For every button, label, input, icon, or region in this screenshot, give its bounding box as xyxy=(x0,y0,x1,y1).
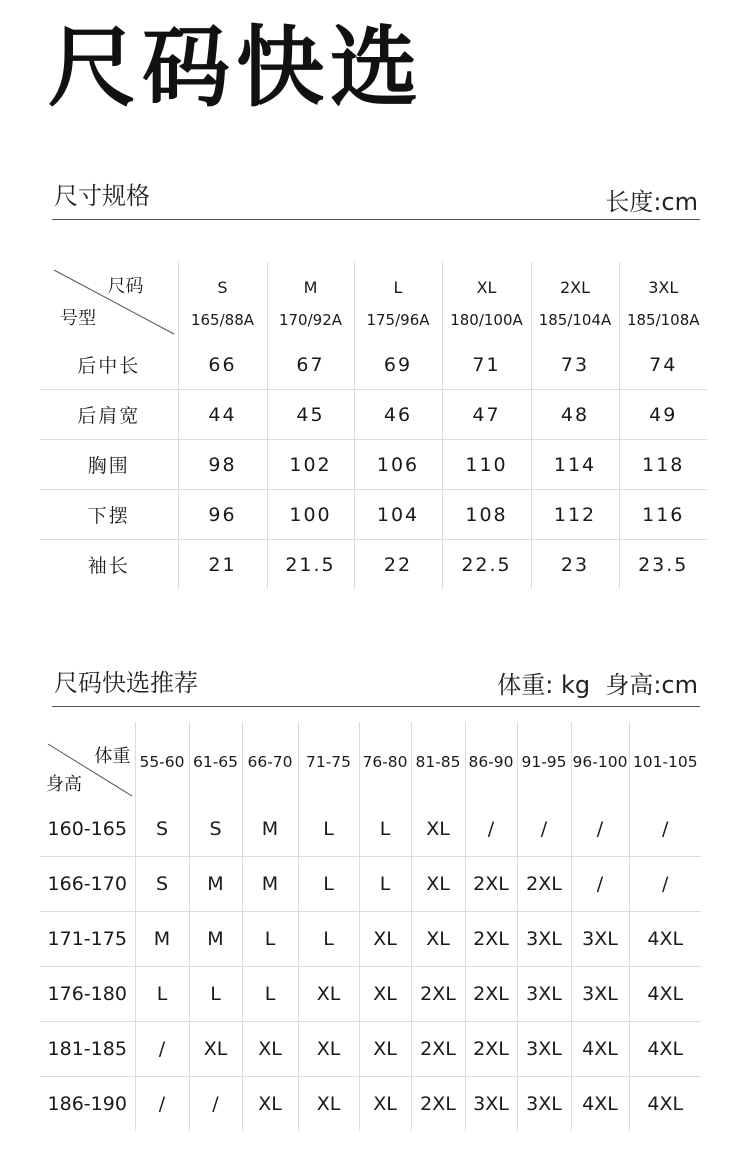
table-row xyxy=(40,1077,701,1132)
recommended-size: 3XL xyxy=(517,1022,571,1077)
height-range-label: 160-165 xyxy=(40,802,135,857)
weight-range-header: 61-65 xyxy=(189,722,242,802)
recommended-size: 3XL xyxy=(571,967,629,1022)
recommended-size: 2XL xyxy=(465,1022,517,1077)
recommended-size: 2XL xyxy=(411,1022,465,1077)
recommended-size: / xyxy=(571,857,629,912)
measure-value: 44 xyxy=(178,390,267,440)
recommended-size: XL xyxy=(359,1077,411,1132)
measure-value: 23 xyxy=(531,540,619,590)
recommended-size: S xyxy=(189,802,242,857)
measure-value: 98 xyxy=(178,440,267,490)
measure-value: 46 xyxy=(354,390,442,440)
measure-value: 108 xyxy=(442,490,531,540)
table-row xyxy=(40,802,701,857)
measure-value: 118 xyxy=(619,440,707,490)
size-code: 180/100A xyxy=(450,310,523,329)
recommended-size: 4XL xyxy=(647,1093,684,1115)
size-spec-heading: 尺寸规格 xyxy=(54,182,150,210)
recommended-size: 3XL xyxy=(517,912,571,967)
recommended-size: / xyxy=(571,802,629,857)
measure-value: 21 xyxy=(178,540,267,590)
measure-value: 114 xyxy=(531,440,619,490)
recommended-size: 2XL xyxy=(411,967,465,1022)
weight-range-header: 71-75 xyxy=(298,722,359,802)
measure-value: 112 xyxy=(531,490,619,540)
size-name: S xyxy=(217,277,228,297)
table-row xyxy=(40,340,707,390)
measure-value: 104 xyxy=(354,490,442,540)
recommended-size: M xyxy=(242,802,298,857)
size-spec-corner-cell xyxy=(40,262,178,340)
recommended-size: L xyxy=(242,912,298,967)
recommended-size: / xyxy=(465,802,517,857)
type-header-label: 号型 xyxy=(60,308,96,329)
recommended-size: XL xyxy=(242,1022,298,1077)
recommended-size: L xyxy=(298,912,359,967)
size-spec-unit: 长度:cm xyxy=(605,188,698,216)
table-row xyxy=(40,540,707,590)
recommended-size: 3XL xyxy=(465,1077,517,1132)
size-column-header xyxy=(267,262,354,340)
recommended-size: M xyxy=(189,857,242,912)
recommend-divider xyxy=(52,706,700,707)
measure-value: 110 xyxy=(442,440,531,490)
table-row xyxy=(40,490,707,540)
recommended-size: L xyxy=(135,967,189,1022)
measure-value: 67 xyxy=(267,340,354,390)
recommended-size: 2XL xyxy=(411,1077,465,1132)
height-range-label: 186-190 xyxy=(40,1077,135,1132)
measure-value: 74 xyxy=(619,340,707,390)
size-column-header xyxy=(531,262,619,340)
measure-value: 100 xyxy=(267,490,354,540)
size-name: 3XL xyxy=(648,277,679,297)
height-range-label: 166-170 xyxy=(40,857,135,912)
recommended-size: / xyxy=(517,802,571,857)
table-row xyxy=(40,390,707,440)
recommended-size: XL xyxy=(298,1022,359,1077)
recommended-size: 4XL xyxy=(629,912,701,967)
size-code: 170/92A xyxy=(278,310,343,329)
recommended-size: M xyxy=(189,912,242,967)
size-name: L xyxy=(393,277,403,297)
measure-value: 69 xyxy=(354,340,442,390)
recommended-size: 3XL xyxy=(517,1077,571,1132)
table-row xyxy=(40,440,707,490)
recommended-size: XL xyxy=(359,1022,411,1077)
recommended-size: L xyxy=(189,967,242,1022)
weight-header-label: 体重 xyxy=(94,746,131,767)
measure-label: 后肩宽 xyxy=(40,390,178,440)
measure-value: 66 xyxy=(178,340,267,390)
recommended-size: XL xyxy=(359,912,411,967)
weight-range-header: 86-90 xyxy=(465,722,517,802)
size-column-header xyxy=(619,262,707,340)
table-row xyxy=(40,1022,701,1077)
size-name: M xyxy=(303,277,318,297)
size-spec-table xyxy=(40,262,707,589)
measure-label: 袖长 xyxy=(40,540,178,590)
height-range-label: 176-180 xyxy=(40,967,135,1022)
recommended-size: / xyxy=(629,802,701,857)
recommended-size: / xyxy=(135,1022,189,1077)
size-column-header xyxy=(354,262,442,340)
recommended-size: XL xyxy=(189,1022,242,1077)
recommended-size: S xyxy=(135,857,189,912)
measure-label: 下摆 xyxy=(40,490,178,540)
recommend-unit: 体重: kg 身高:cm xyxy=(497,671,698,699)
recommended-size: XL xyxy=(359,967,411,1022)
size-code: 175/96A xyxy=(366,310,430,329)
recommended-size: / xyxy=(189,1077,242,1132)
size-code: 185/108A xyxy=(626,310,700,329)
measure-value: 48 xyxy=(531,390,619,440)
recommended-size: M xyxy=(135,912,189,967)
recommended-size: 3XL xyxy=(571,912,629,967)
measure-value: 49 xyxy=(619,390,707,440)
size-recommend-table xyxy=(40,722,701,1131)
weight-range-header: 81-85 xyxy=(411,722,465,802)
recommended-size: 2XL xyxy=(465,912,517,967)
measure-value: 21.5 xyxy=(267,540,354,590)
weight-range-header: 76-80 xyxy=(359,722,411,802)
recommended-size: 4XL xyxy=(629,967,701,1022)
recommended-size: 2XL xyxy=(465,967,517,1022)
table-row xyxy=(40,967,701,1022)
measure-value: 22 xyxy=(354,540,442,590)
measure-value: 102 xyxy=(267,440,354,490)
size-header-label: 尺码 xyxy=(107,276,144,297)
recommend-heading: 尺码快选推荐 xyxy=(54,669,198,697)
measure-value: 71 xyxy=(442,340,531,390)
measure-label: 胸围 xyxy=(40,440,178,490)
recommended-size: L xyxy=(359,802,411,857)
size-column-header xyxy=(178,262,267,340)
height-range-label: 171-175 xyxy=(40,912,135,967)
recommended-size: XL xyxy=(411,912,465,967)
recommended-size: XL xyxy=(242,1077,298,1132)
weight-range-header: 91-95 xyxy=(517,722,571,802)
table-row xyxy=(40,857,701,912)
size-code: 165/88A xyxy=(190,310,255,329)
recommended-size: 4XL xyxy=(629,1022,701,1077)
recommended-size: M xyxy=(242,857,298,912)
recommended-size: XL xyxy=(411,802,465,857)
measure-value: 73 xyxy=(531,340,619,390)
size-spec-divider xyxy=(52,219,700,220)
recommended-size: XL xyxy=(411,857,465,912)
recommended-size: XL xyxy=(298,967,359,1022)
recommended-size: 4XL xyxy=(571,1077,629,1132)
measure-value: 22.5 xyxy=(442,540,531,590)
measure-value: 45 xyxy=(267,390,354,440)
recommended-size: 2XL xyxy=(465,857,517,912)
weight-range-header: 101-105 xyxy=(632,753,698,771)
measure-value: 116 xyxy=(619,490,707,540)
recommended-size: S xyxy=(135,802,189,857)
recommended-size: L xyxy=(242,967,298,1022)
recommended-size: L xyxy=(298,857,359,912)
measure-value: 106 xyxy=(354,440,442,490)
size-name: XL xyxy=(476,277,497,297)
size-column-header xyxy=(442,262,531,340)
recommended-size: L xyxy=(298,802,359,857)
height-range-label: 181-185 xyxy=(40,1022,135,1077)
recommended-size: 4XL xyxy=(571,1022,629,1077)
measure-value: 47 xyxy=(442,390,531,440)
weight-range-header: 55-60 xyxy=(135,722,189,802)
recommended-size: / xyxy=(135,1077,189,1132)
measure-value: 23.5 xyxy=(638,553,689,576)
recommended-size: L xyxy=(359,857,411,912)
weight-range-header: 66-70 xyxy=(242,722,298,802)
recommended-size: 3XL xyxy=(517,967,571,1022)
size-name: 2XL xyxy=(559,277,591,297)
page-title: 尺码快选 xyxy=(48,16,425,119)
recommend-corner-cell xyxy=(40,722,135,802)
recommended-size: / xyxy=(629,857,701,912)
size-code: 185/104A xyxy=(538,310,612,329)
recommended-size: XL xyxy=(298,1077,359,1132)
measure-value: 96 xyxy=(178,490,267,540)
weight-range-header: 96-100 xyxy=(571,722,629,802)
recommended-size: 2XL xyxy=(517,857,571,912)
height-header-label: 身高 xyxy=(46,774,82,795)
table-row xyxy=(40,912,701,967)
measure-label: 后中长 xyxy=(40,340,178,390)
